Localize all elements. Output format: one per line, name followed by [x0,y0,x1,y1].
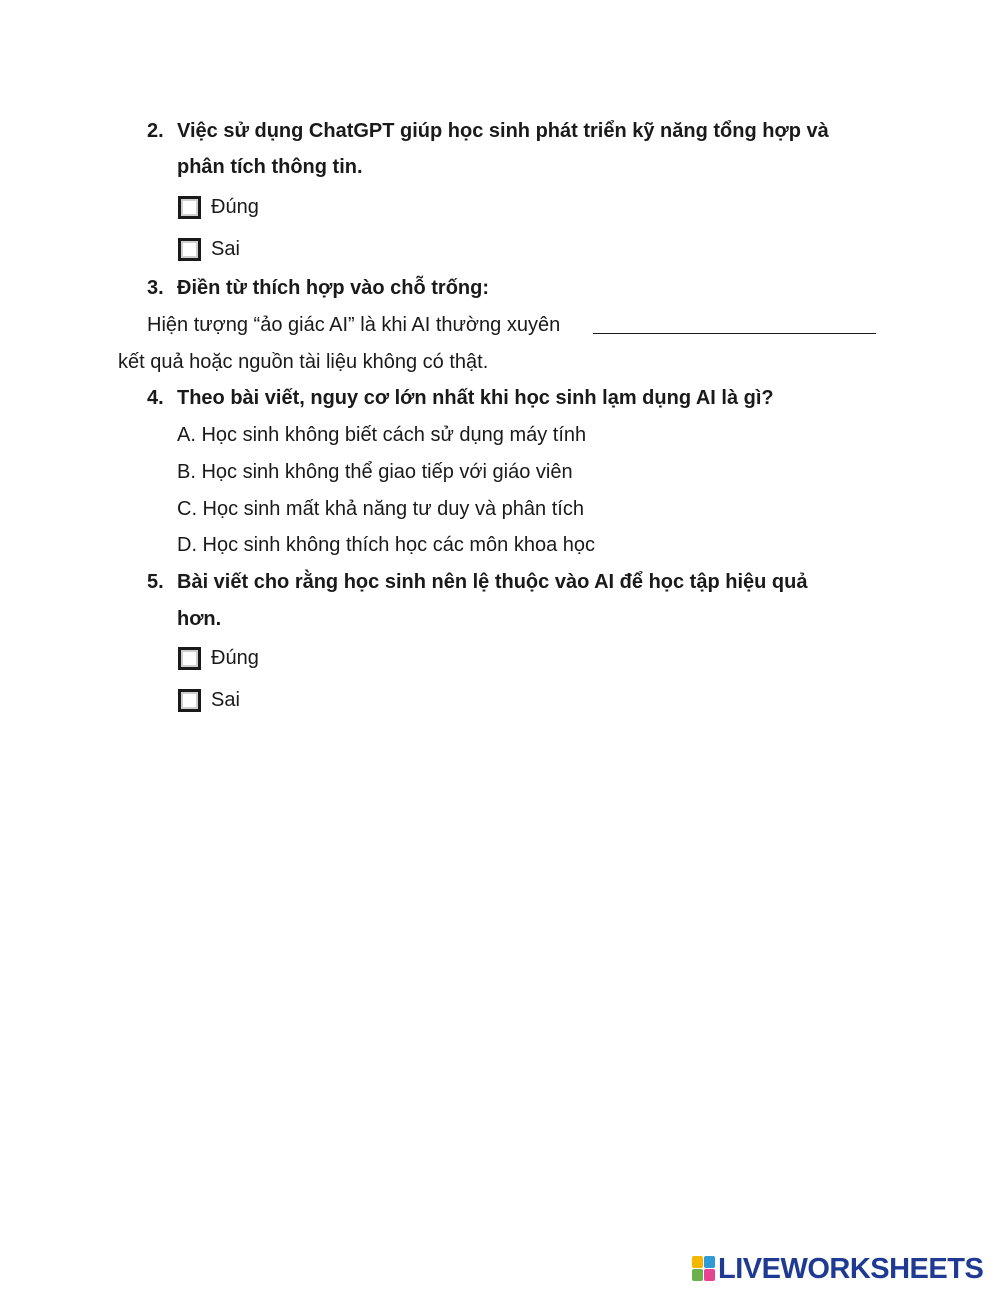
question-5-text-line1: Bài viết cho rằng học sinh nên lệ thuộc vào AI để học tập hiệu quả [177,571,808,593]
question-3-sentence-start: Hiện tượng “ảo giác AI” là khi AI thường xuyên [147,314,561,336]
question-3-number: 3. [147,277,164,299]
question-3-prompt: Điền từ thích hợp vào chỗ trống: [177,277,490,299]
question-5-option-false-label: Sai [211,689,240,711]
checkbox-icon[interactable] [178,238,201,261]
question-5-option-true-label: Đúng [211,647,259,669]
question-4-prompt: Theo bài viết, nguy cơ lớn nhất khi học sinh lạm dụng AI là gì? [177,387,774,409]
question-2-option-true-label: Đúng [211,196,259,218]
question-4-option-d[interactable]: D. Học sinh không thích học các môn khoa học [177,534,596,556]
question-2-text-line1: Việc sử dụng ChatGPT giúp học sinh phát triển kỹ năng tổng hợp và [177,120,829,142]
checkbox-icon[interactable] [178,196,201,219]
checkbox-icon[interactable] [178,689,201,712]
logo-text: LIVEWORKSHEETS [718,1253,984,1285]
question-5-option-true[interactable] [178,645,259,671]
checkbox-icon[interactable] [178,647,201,670]
question-4-option-a[interactable]: A. Học sinh không biết cách sử dụng máy tính [177,424,587,446]
question-5-text-line2: hơn. [177,608,222,630]
question-2-text-line2: phân tích thông tin. [177,156,363,178]
question-4-number: 4. [147,387,164,409]
question-4-option-b[interactable]: B. Học sinh không thể giao tiếp với giáo viên [177,461,573,483]
question-5-number: 5. [147,571,164,593]
question-2-option-false[interactable] [178,236,240,262]
question-2-option-true[interactable] [178,194,259,220]
liveworksheets-logo [692,1254,983,1284]
question-2-number: 2. [147,120,164,142]
question-4-option-c[interactable]: C. Học sinh mất khả năng tư duy và phân tích [177,498,584,520]
question-5-option-false[interactable] [178,687,240,713]
question-2-option-false-label: Sai [211,238,240,260]
question-3-sentence-end: kết quả hoặc nguồn tài liệu không có thật. [118,351,489,373]
logo-icon [692,1256,716,1282]
question-3-blank-input[interactable] [593,333,876,334]
